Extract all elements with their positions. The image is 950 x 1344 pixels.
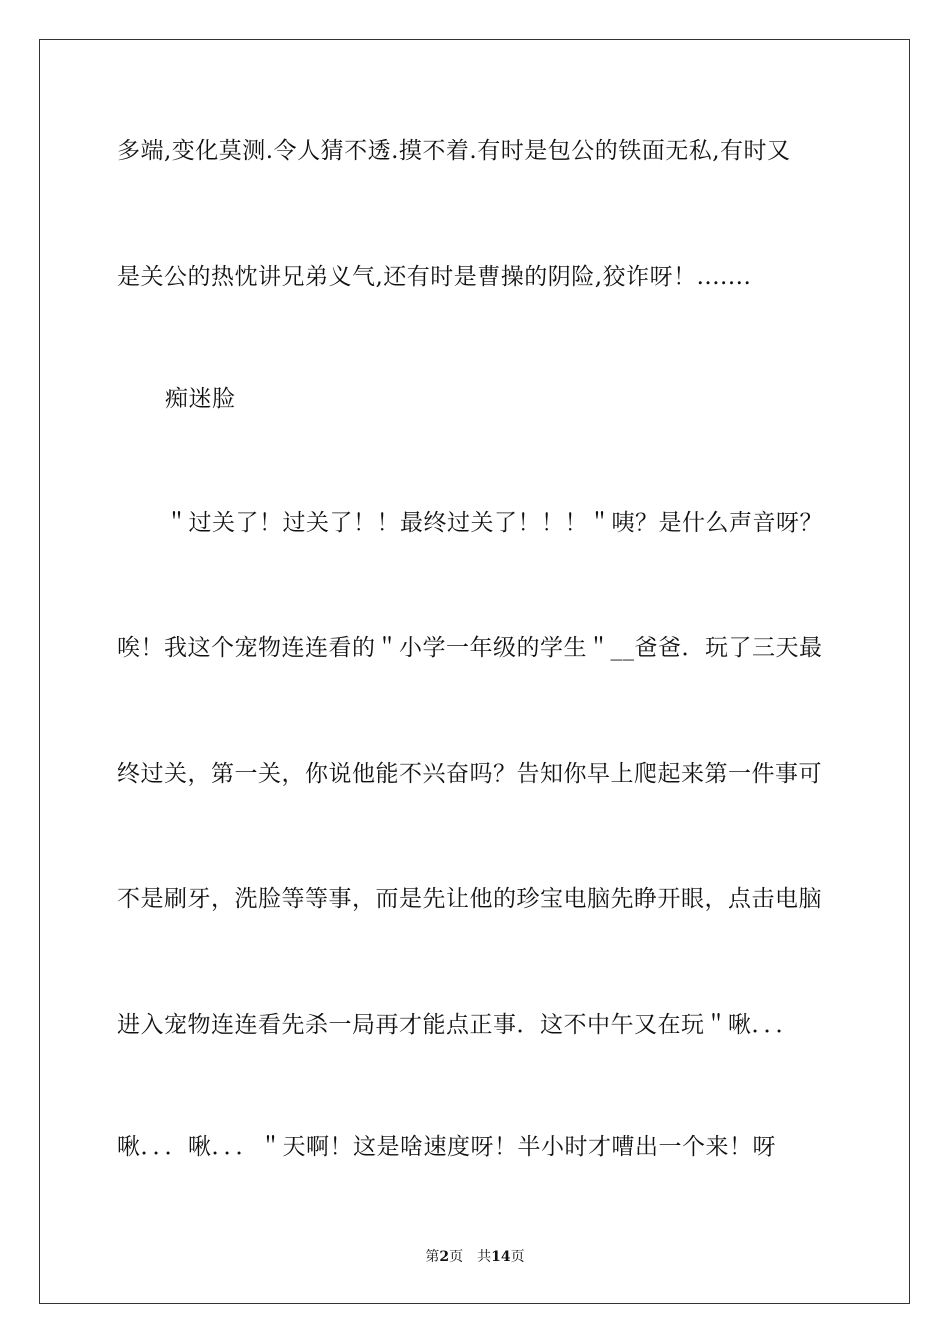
page-border bbox=[39, 39, 910, 1304]
paragraph-line-4: 唉！我这个宠物连连看的＂小学一年级的学生＂__爸爸．玩了三天最 bbox=[117, 635, 823, 661]
paragraph-line-3: ＂过关了！过关了！！最终过关了！！！＂咦？是什么声音呀？ bbox=[165, 510, 823, 536]
paragraph-line-2: 是关公的热忱讲兄弟义气,还有时是曹操的阴险,狡诈呀！....... bbox=[117, 264, 752, 290]
footer-page-number: 2 bbox=[439, 1249, 450, 1265]
section-heading: 痴迷脸 bbox=[165, 386, 236, 412]
paragraph-line-5: 终过关，第一关，你说他能不兴奋吗？告知你早上爬起来第一件事可 bbox=[117, 761, 822, 787]
paragraph-line-8: 啾．．．啾．．．＂天啊！这是啥速度呀！半小时才嘈出一个来！呀 bbox=[117, 1134, 776, 1160]
paragraph-line-1: 多端,变化莫测.令人猜不透.摸不着.有时是包公的铁面无私,有时又 bbox=[117, 138, 791, 164]
paragraph-line-6: 不是刷牙，洗脸等等事，而是先让他的珍宝电脑先睁开眼，点击电脑 bbox=[117, 886, 822, 912]
footer-suffix: 页 bbox=[510, 1249, 525, 1265]
footer-middle: 页 共 bbox=[449, 1249, 492, 1265]
footer-prefix: 第 bbox=[425, 1249, 440, 1265]
page-footer bbox=[0, 1248, 950, 1266]
footer-total-pages: 14 bbox=[491, 1249, 511, 1265]
paragraph-line-7: 进入宠物连连看先杀一局再才能点正事．这不中午又在玩＂啾．．． bbox=[117, 1012, 799, 1038]
